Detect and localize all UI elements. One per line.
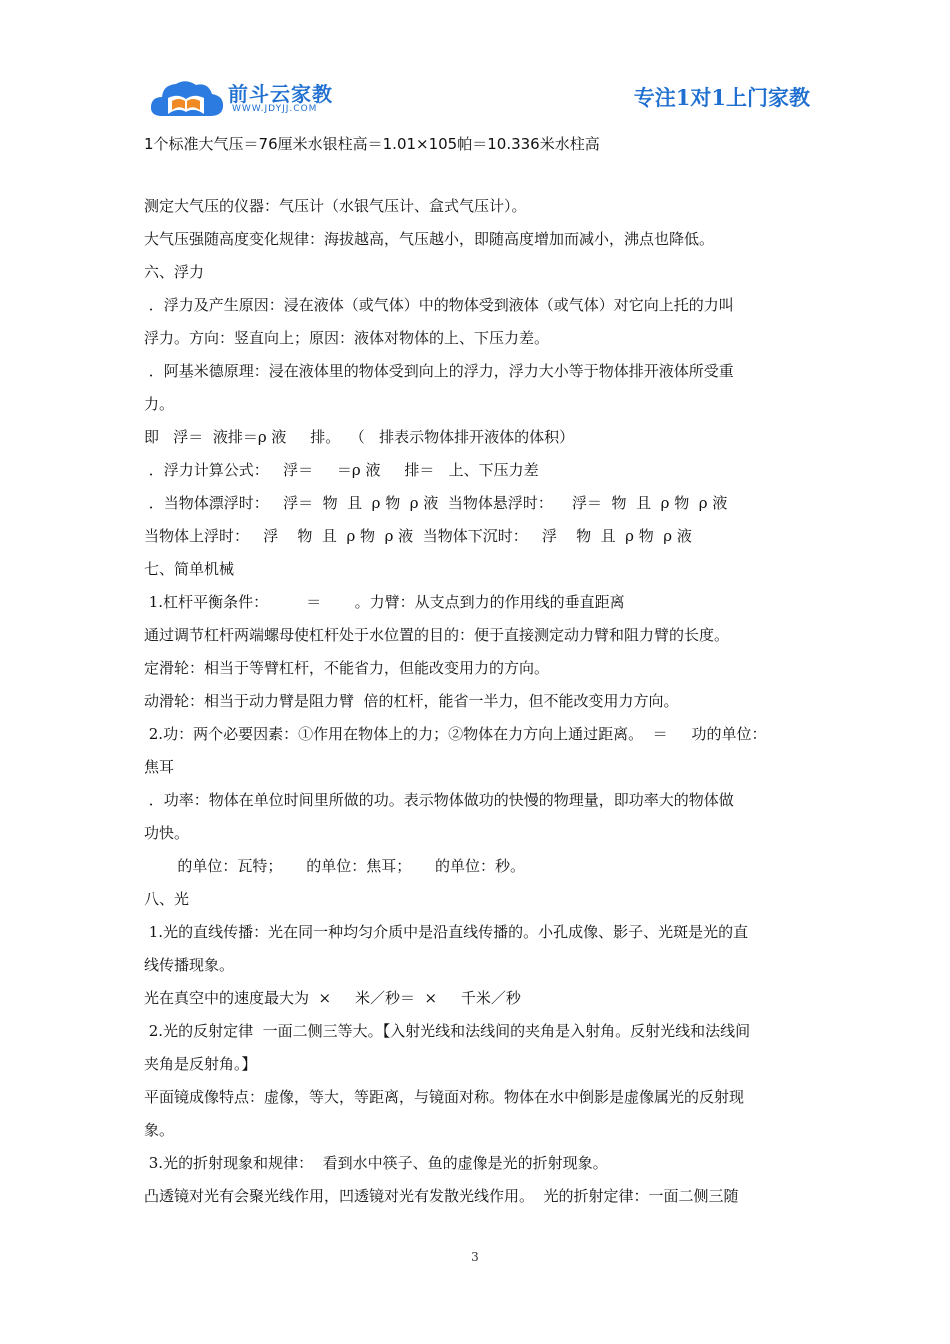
section-heading: 七、简单机械 — [144, 560, 235, 578]
text-line: 1个标准大气压＝76厘米水银柱高＝1.01×105帕＝10.336米水柱高 — [144, 135, 600, 153]
text-line: ．浮力计算公式： 浮＝ ＝ρ 液 排＝ 上、下压力差 — [144, 461, 539, 479]
text-line: ．当物体漂浮时： 浮＝ 物 且 ρ 物 ρ 液 当物体悬浮时： 浮＝ 物 且 ρ 物 ρ 液 — [144, 494, 728, 512]
text-line: 动滑轮：相当于动力臂是阻力臂 倍的杠杆，能省一半力，但不能改变用力方向。 — [144, 692, 679, 710]
text-line: 夹角是反射角。】 — [144, 1055, 257, 1073]
text-line: 功快。 — [144, 824, 190, 842]
text-line: 浮力。方向：竖直向上；原因：液体对物体的上、下压力差。 — [144, 329, 550, 347]
text-line: 定滑轮：相当于等臂杠杆，不能省力，但能改变用力的方向。 — [144, 659, 550, 677]
section-heading: 六、浮力 — [144, 263, 205, 281]
text-line: 平面镜成像特点：虚像，等大，等距离，与镜面对称。物体在水中倒影是虚像属光的反射现 — [144, 1088, 745, 1106]
section-heading: 八、光 — [144, 890, 190, 908]
logo — [148, 76, 408, 120]
paragraph-gap — [144, 161, 810, 190]
text-line: ．阿基米德原理：浸在液体里的物体受到向上的浮力，浮力大小等于物体排开液体所受重 — [144, 362, 734, 380]
text-line: 2.功：两个必要因素：①作用在物体上的力；②物体在力方向上通过距离。 ＝ 功的单位： — [144, 725, 767, 743]
logo-text: 前斗云家教 — [228, 82, 333, 106]
page-number: 3 — [471, 1250, 479, 1264]
text-line: 2.光的反射定律 一面二侧三等大。【入射光线和法线间的夹角是入射角。反射光线和法线间 — [144, 1022, 751, 1040]
page-header — [140, 72, 820, 122]
text-line: 象。 — [144, 1121, 175, 1139]
cloud-book-icon — [148, 76, 226, 120]
text-line: 当物体上浮时： 浮 物 且 ρ 物 ρ 液 当物体下沉时： 浮 物 且 ρ 物 ρ 液 — [144, 527, 692, 545]
text-line: 焦耳 — [144, 758, 175, 776]
text-line: ．功率：物体在单位时间里所做的功。表示物体做功的快慢的物理量，即功率大的物体做 — [144, 791, 734, 809]
text-line: 1.杠杆平衡条件： ＝ 。力臂：从支点到力的作用线的垂直距离 — [144, 593, 625, 611]
text-line: 通过调节杠杆两端螺母使杠杆处于水位置的目的：便于直接测定动力臂和阻力臂的长度。 — [144, 626, 730, 644]
header-slogan: 专注1对1上门家教 — [633, 85, 810, 110]
text-line: 光在真空中的速度最大为 × 米／秒＝ × 千米／秒 — [144, 989, 521, 1007]
text-line: ．浮力及产生原因：浸在液体（或气体）中的物体受到液体（或气体）对它向上托的力叫 — [144, 296, 734, 314]
text-line: 测定大气压的仪器：气压计（水银气压计、盒式气压计）。 — [144, 197, 527, 215]
text-line: 线传播现象。 — [144, 956, 235, 974]
text-line: 凸透镜对光有会聚光线作用，凹透镜对光有发散光线作用。 光的折射定律：一面二侧三随 — [144, 1187, 739, 1205]
text-line: 3.光的折射现象和规律： 看到水中筷子、鱼的虚像是光的折射现象。 — [144, 1154, 608, 1172]
text-line: 力。 — [144, 395, 175, 413]
text-line: 大气压强随高度变化规律：海拔越高，气压越小，即随高度增加而减小，沸点也降低。 — [144, 230, 715, 248]
logo-url: WWW.JDYJJ.COM — [232, 104, 318, 114]
text-line: 的单位：瓦特； 的单位：焦耳； 的单位：秒。 — [144, 857, 526, 875]
text-line: 即 浮＝ 液排＝ρ 液 排。 （ 排表示物体排开液体的体积） — [144, 428, 575, 446]
document-body — [144, 128, 810, 1213]
text-line: 1.光的直线传播：光在同一种均匀介质中是沿直线传播的。小孔成像、影子、光斑是光的直 — [144, 923, 749, 941]
